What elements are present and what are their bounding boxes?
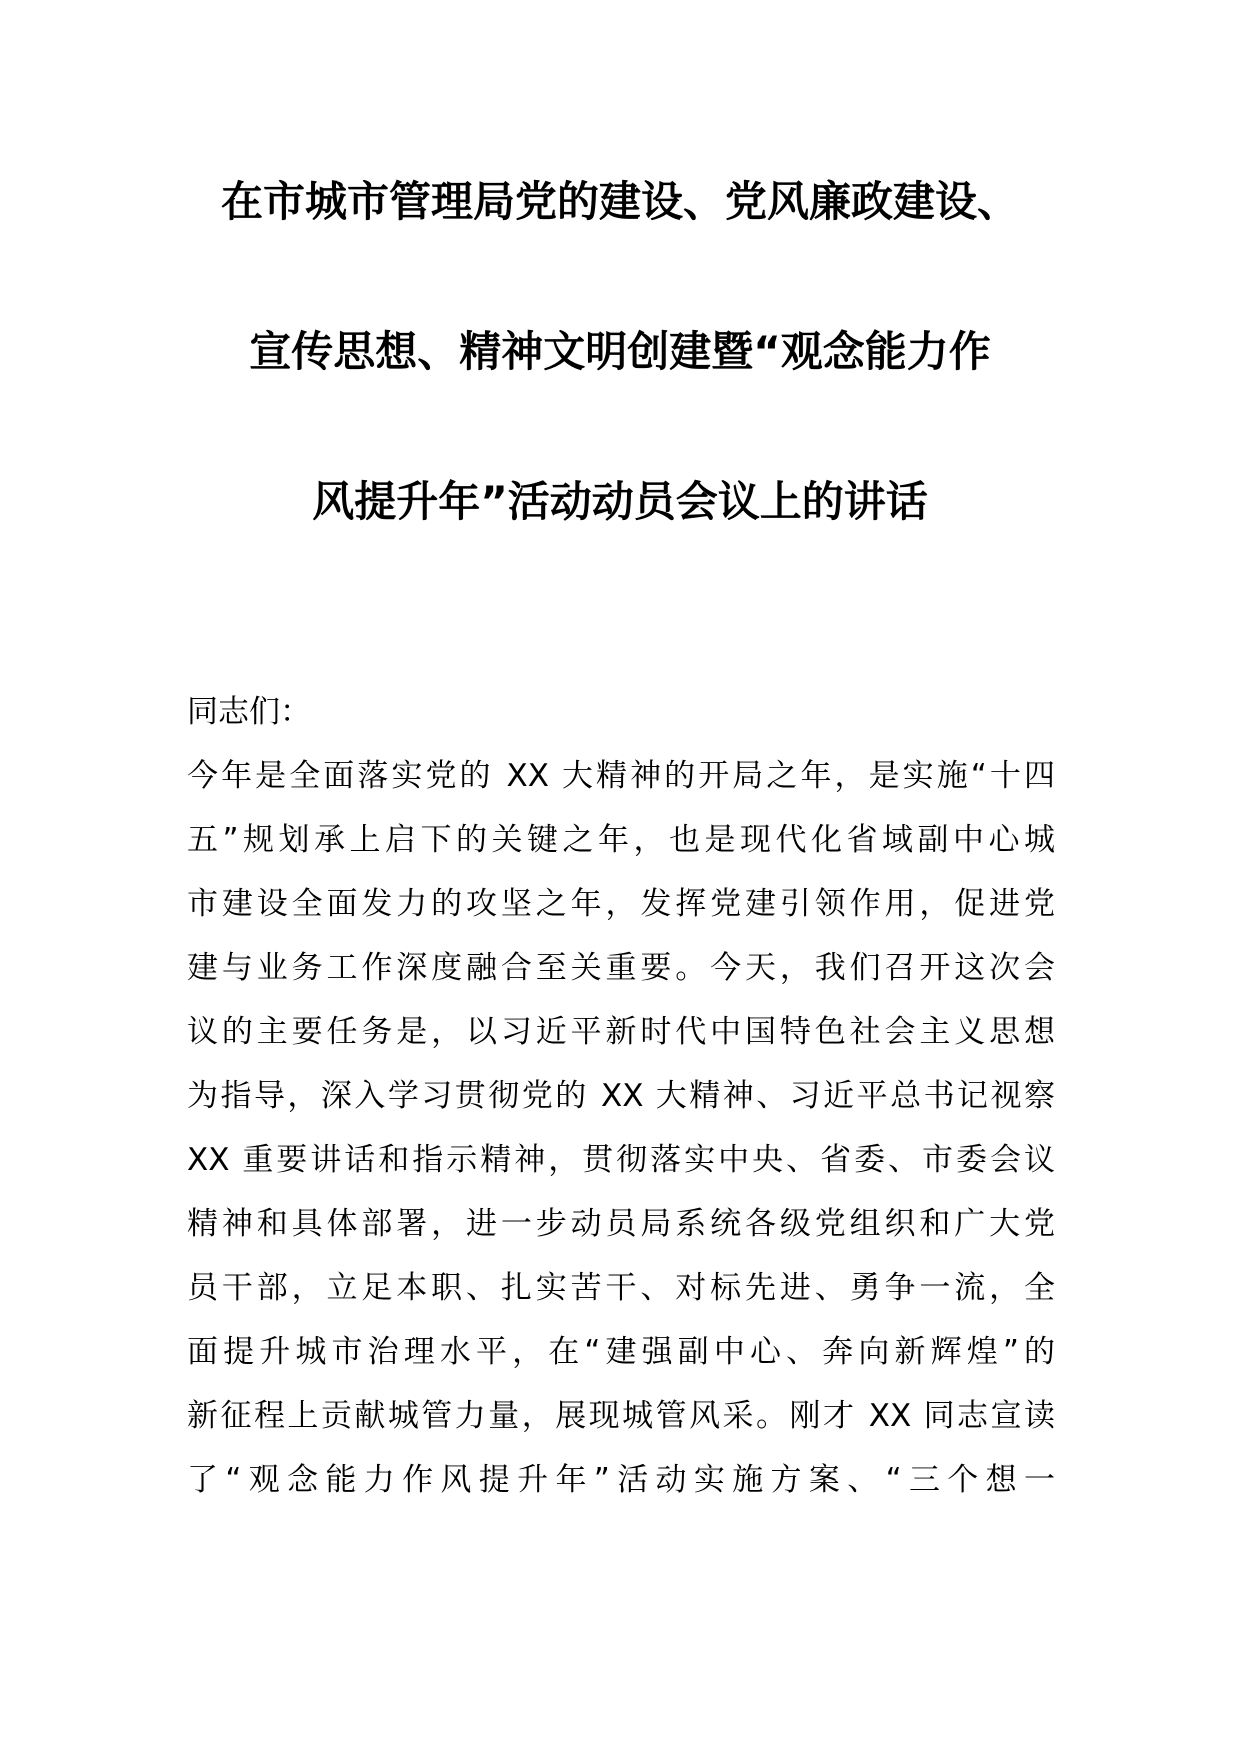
title-line-2: 宣传思想、精神文明创建暨“观念能力作: [249, 327, 991, 376]
body-line-7: XX 重要讲话和指示精神，贯彻落实中央、省委、市委会议: [187, 1142, 1055, 1178]
body-line-3: 市建设全面发力的攻坚之年，发挥党建引领作用，促进党: [187, 886, 1055, 922]
body-line-2: 五”规划承上启下的关键之年，也是现代化省域副中心城: [187, 822, 1055, 858]
salutation: 同志们：: [187, 694, 311, 730]
body-line-8: 精神和具体部署，进一步动员局系统各级党组织和广大党: [187, 1206, 1055, 1242]
body-line-9: 员干部，立足本职、扎实苦干、对标先进、勇争一流，全: [187, 1270, 1055, 1306]
body-line-5: 议的主要任务是，以习近平新时代中国特色社会主义思想: [187, 1014, 1055, 1050]
body-line-11: 新征程上贡献城管力量，展现城管风采。刚才 XX 同志宣读: [187, 1398, 1055, 1434]
title-line-3: 风提升年”活动动员会议上的讲话: [312, 477, 928, 526]
body-line-1: 今年是全面落实党的 XX 大精神的开局之年，是实施“十四: [187, 758, 1055, 794]
body-line-4: 建与业务工作深度融合至关重要。今天，我们召开这次会: [187, 950, 1055, 986]
body-line-12: 了“观念能力作风提升年”活动实施方案、“三个想一: [187, 1462, 1055, 1498]
document-title: [150, 170, 1090, 534]
title-line-1: 在市城市管理局党的建设、党风廉政建设、: [220, 177, 1019, 226]
body-line-10: 面提升城市治理水平，在“建强副中心、奔向新辉煌”的: [187, 1334, 1055, 1370]
body-line-6: 为指导，深入学习贯彻党的 XX 大精神、习近平总书记视察: [187, 1078, 1055, 1114]
document-body: [187, 680, 1055, 1512]
